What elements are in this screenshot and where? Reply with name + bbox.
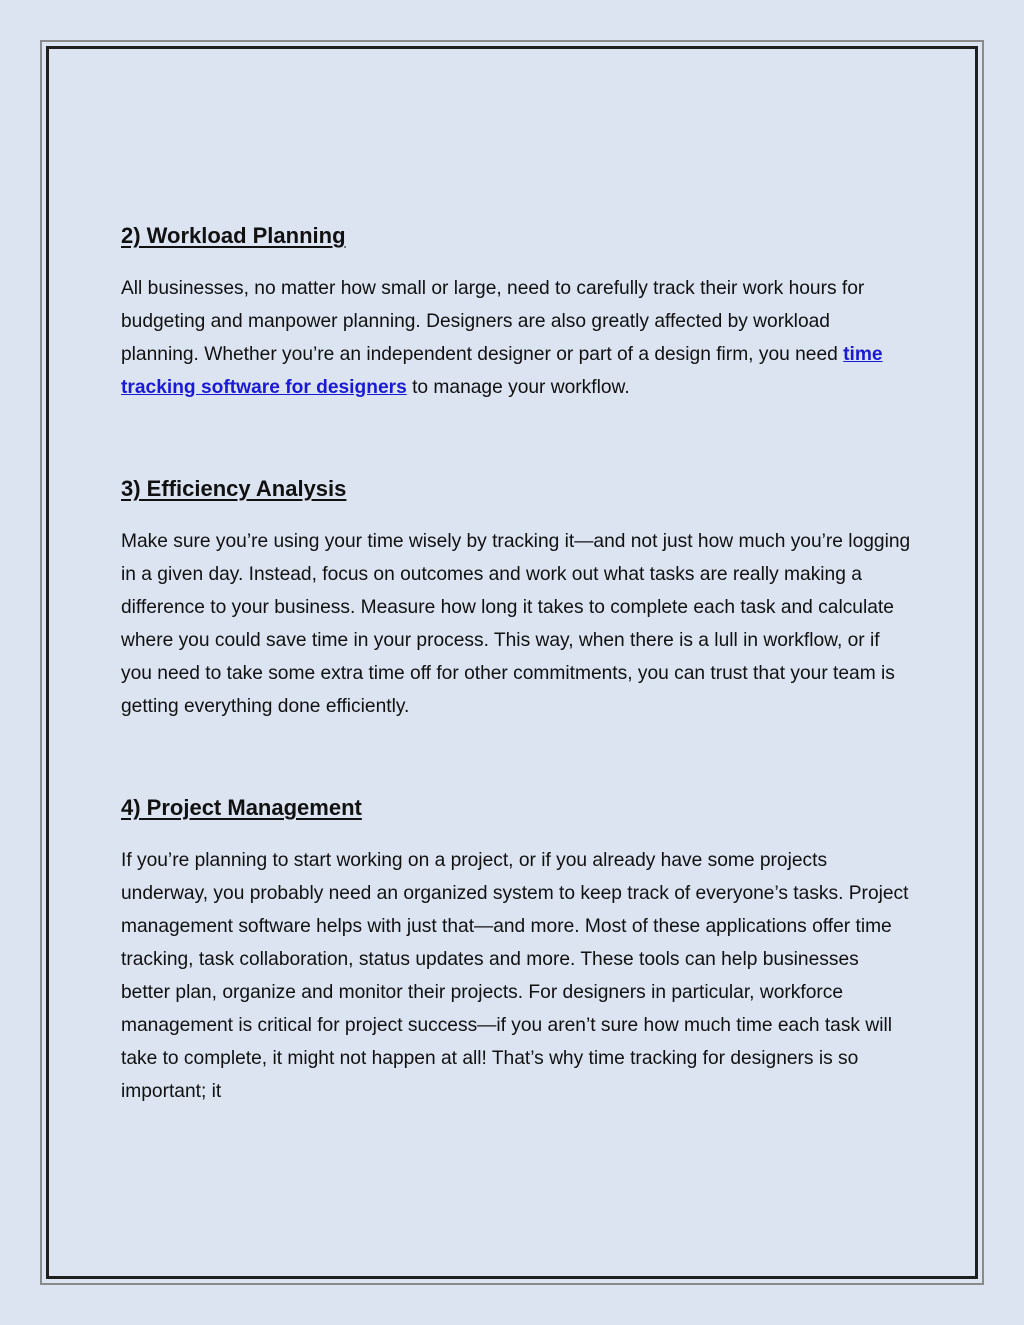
section-paragraph: If you’re planning to start working on a project, or if you already have some projects underway, you probably need an organized system to keep track of everyone’s tasks. Project management software helps with just that—and more. Most of these applications offer time tracking, task collaboration, status updates and more. These tools can help businesses better plan, organize and monitor their projects. For designers in particular, workforce management is critical for project success—if you aren’t sure how much time each task will take to complete, it might not happen at all! That’s why time tracking for designers is so important; it [121,850,909,1102]
section-heading: 3) Efficiency Analysis [121,476,347,501]
section-heading: 4) Project Management [121,795,362,820]
paragraph-text: All businesses, no matter how small or large, need to carefully track their work hours for budgeting and manpower planning. Designers are also greatly affected by workload planning. Whether you’re an independent designer or part of a design firm, you need [121,278,865,365]
section-project-management [121,792,911,1108]
time-tracking-link[interactable]: time tracking software for designers [121,344,883,398]
paragraph-text: to manage your workflow. [406,377,630,398]
section-paragraph: Make sure you’re using your time wisely by tracking it—and not just how much you’re logging in a given day. Instead, focus on outcomes and work out what tasks are really making a difference to your business. Measure how long it takes to complete each task and calculate where you could save time in your process. This way, when there is a lull in workflow, or if you need to take some extra time off for other commitments, you can trust that your team is getting everything done efficiently. [121,531,911,717]
section-workload-planning [121,220,911,404]
section-spacer [121,404,911,473]
document-content [121,220,911,1108]
section-paragraph [121,272,911,404]
section-heading: 2) Workload Planning [121,223,346,248]
section-spacer [121,723,911,792]
section-efficiency-analysis [121,473,911,723]
